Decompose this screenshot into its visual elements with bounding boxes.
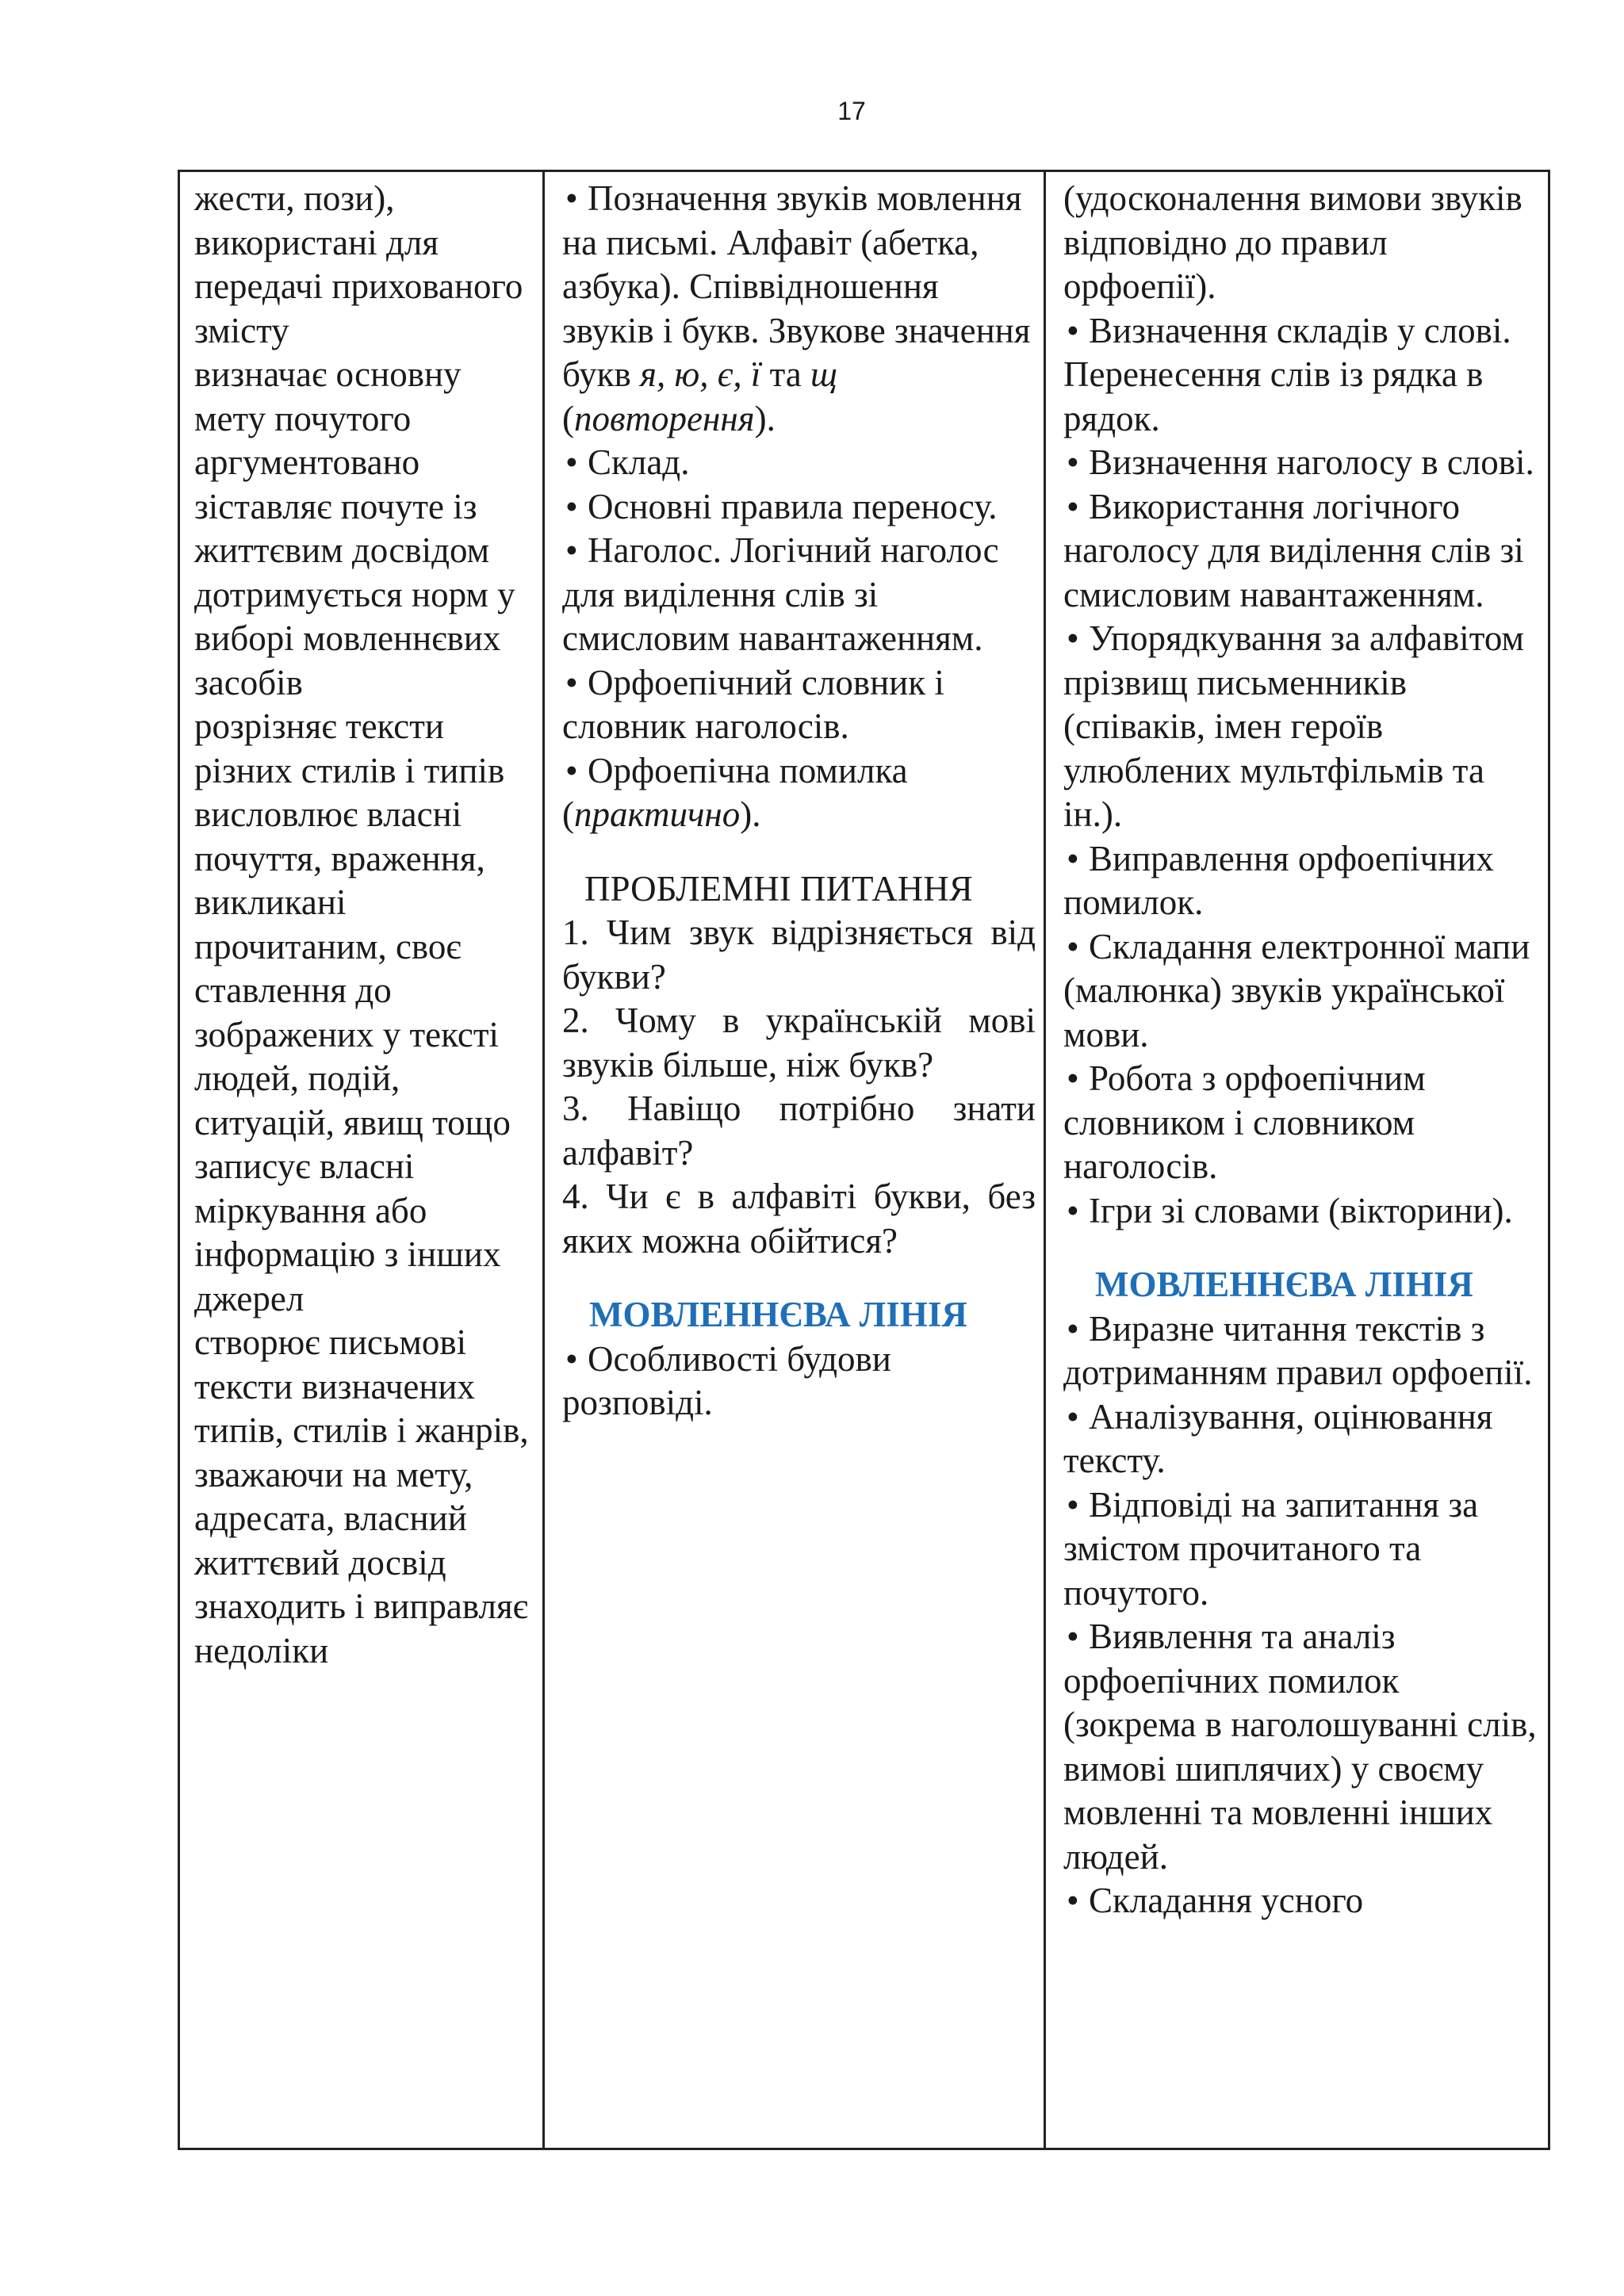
- list-item: [1063, 1483, 1540, 1616]
- letters-italic: я, ю, є, ї: [640, 354, 761, 394]
- list-item: [1063, 1879, 1540, 1923]
- bullet-text: Особливості будови розповіді.: [562, 1338, 891, 1422]
- bullet-text: Використання логічного наголосу для виділення слів зі смисловим навантаженням.: [1063, 486, 1524, 614]
- list-item: [1063, 1395, 1540, 1483]
- bullet-text: Ігри зі словами (вікторини).: [1089, 1190, 1513, 1230]
- bullet-text: Упорядкування за алфавітом прізвищ письменників (співаків, імен героїв улюблених мультфільмів та ін.).: [1063, 618, 1524, 834]
- bullet-icon: •: [1067, 310, 1079, 350]
- outcome-item: висловлює власні почуття, враження, викликані прочитаним, своє ставлення до зображених у тексті людей, подій, ситуацій, явищ тощо: [194, 794, 511, 1142]
- list-item: [1063, 485, 1540, 618]
- list-item: [562, 177, 1036, 441]
- outcome-item: аргументовано зіставляє почуте із життєвим досвідом: [194, 442, 490, 570]
- curriculum-table: [178, 170, 1550, 2150]
- list-item: [1063, 441, 1540, 485]
- bullet-text: Визначення наголосу в слові.: [1089, 442, 1534, 482]
- bullet-text: Складання електронної мапи (малюнка) звуків української мови.: [1063, 926, 1530, 1054]
- list-item: [562, 1337, 1036, 1425]
- question-item: 3. Навіщо потрібно знати алфавіт?: [562, 1089, 1036, 1173]
- outcomes-cell: [179, 171, 544, 2149]
- table-row: [179, 171, 1549, 2149]
- problem-questions-heading: ПРОБЛЕМНІ ПИТАННЯ: [584, 868, 973, 909]
- list-item: [562, 485, 1036, 530]
- bullet-text: Складання усного: [1089, 1881, 1364, 1920]
- bullet-text: (: [562, 398, 574, 438]
- outcome-item: дотримується норм у виборі мовленнєвих засобів: [194, 574, 515, 702]
- bullet-icon: •: [565, 662, 578, 702]
- list-item: [562, 529, 1036, 661]
- bullet-text: Орфоепічна помилка (: [562, 750, 908, 834]
- list-item: [1063, 617, 1540, 837]
- bullet-icon: •: [1067, 618, 1079, 658]
- list-item: [1063, 309, 1540, 442]
- outcome-item: створює письмові тексти визначених типів, стилів і жанрів, зважаючи на мету, адресата, власний життєвий досвід: [194, 1322, 529, 1582]
- bullet-icon: •: [565, 178, 578, 218]
- bullet-text: Склад.: [588, 442, 690, 482]
- outcome-item: визначає основну мету почутого: [194, 354, 462, 438]
- list-item: [1063, 1057, 1540, 1189]
- bullet-text: Виразне читання текстів з дотриманням правил орфоепії.: [1063, 1308, 1533, 1392]
- bullet-text: Аналізування, оцінювання тексту.: [1063, 1396, 1493, 1480]
- bullet-icon: •: [1067, 926, 1079, 966]
- questions-list: [562, 911, 1036, 1263]
- bullet-text: Орфоепічний словник і словник наголосів.: [562, 662, 944, 746]
- question-item: 2. Чому в українській мові звуків більше, ніж букв?: [562, 1001, 1036, 1085]
- bullet-text: Позначення звуків мовлення на письмі. Алфавіт (абетка, азбука). Співвідношення звуків і букв. Звукове значення букв: [562, 178, 1031, 394]
- bullet-text: Робота з орфоепічним словником і словником наголосів.: [1063, 1058, 1426, 1186]
- bullet-icon: •: [565, 530, 578, 570]
- list-item: [1063, 837, 1540, 925]
- bullet-icon: •: [1067, 1881, 1079, 1920]
- list-item: [1063, 1615, 1540, 1879]
- bullet-text: Виявлення та аналіз орфоепічних помилок (зокрема в наголошуванні слів, вимові шиплячих) у своєму мовленні та мовленні інших людей.: [1063, 1617, 1537, 1877]
- outcome-item: розрізняє тексти різних стилів і типів: [194, 706, 505, 790]
- question-item: 4. Чи є в алфавіті букви, без яких можна обійтися?: [562, 1177, 1036, 1261]
- bullet-text: ).: [754, 398, 776, 438]
- page-number: 17: [837, 97, 866, 125]
- speech-line-heading: МОВЛЕННЄВА ЛІНІЯ: [589, 1295, 967, 1334]
- list-item: [562, 441, 1036, 485]
- bullet-icon: •: [1067, 838, 1079, 878]
- bullet-icon: •: [1067, 486, 1079, 526]
- list-item: [1063, 1189, 1540, 1234]
- bullet-icon: •: [565, 750, 578, 790]
- outcome-item: записує власні міркування або інформацію з інших джерел: [194, 1146, 501, 1318]
- content-cell: [544, 171, 1045, 2149]
- bullet-text: та: [760, 354, 811, 394]
- bullet-icon: •: [1067, 1484, 1079, 1525]
- outcome-item: жести, пози), використані для передачі прихованого змісту: [194, 178, 523, 350]
- bullet-icon: •: [1067, 1058, 1079, 1098]
- speech-line-heading: МОВЛЕННЄВА ЛІНІЯ: [1095, 1265, 1473, 1304]
- list-item: [1063, 1307, 1540, 1395]
- letter-italic: щ: [810, 354, 838, 394]
- list-item: [562, 661, 1036, 749]
- bullet-icon: •: [565, 1338, 578, 1379]
- bullet-icon: •: [565, 442, 578, 482]
- bullet-icon: •: [1067, 1308, 1079, 1349]
- bullet-icon: •: [565, 486, 578, 526]
- list-item: [562, 749, 1036, 837]
- bullet-icon: •: [1067, 1190, 1079, 1230]
- bullet-text: ).: [740, 794, 761, 834]
- list-item: [1063, 925, 1540, 1058]
- bullet-text: Виправлення орфоепічних помилок.: [1063, 838, 1494, 922]
- bullet-icon: •: [1067, 442, 1079, 482]
- question-item: 1. Чим звук відрізняється від букви?: [562, 913, 1036, 997]
- bullet-text: Визначення складів у слові. Перенесення слів із рядка в рядок.: [1063, 310, 1511, 438]
- bullet-icon: •: [1067, 1396, 1079, 1437]
- bullet-text: Відповіді на запитання за змістом прочитаного та почутого.: [1063, 1484, 1479, 1613]
- outcome-item: знаходить і виправляє недоліки: [194, 1586, 528, 1670]
- bullet-text: Наголос. Логічний наголос для виділення слів зі смисловим навантаженням.: [562, 530, 999, 658]
- intro-text: (удосконалення вимови звуків відповідно до правил орфоепії).: [1063, 178, 1522, 306]
- activities-cell: [1045, 171, 1549, 2149]
- bullet-text: Основні правила переносу.: [588, 486, 998, 526]
- practical-italic: практично: [574, 794, 741, 834]
- bullet-icon: •: [1067, 1617, 1079, 1656]
- repeat-italic: повторення: [574, 398, 755, 438]
